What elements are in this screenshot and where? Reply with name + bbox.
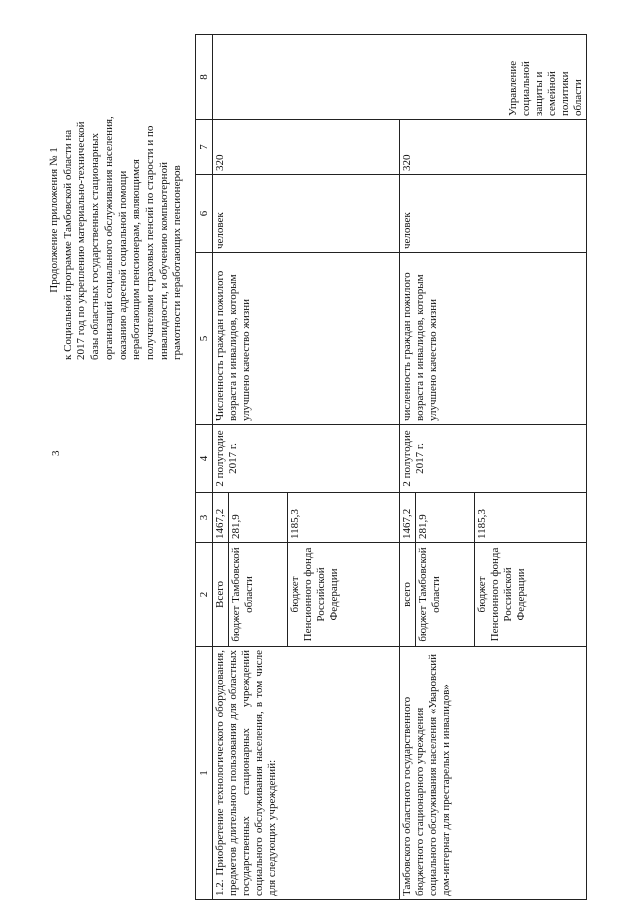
- appendix-header: [48, 80, 185, 360]
- column-number: 7: [196, 120, 213, 175]
- funding-source: Всего: [213, 543, 229, 647]
- funding-amount: 1185,3: [475, 493, 587, 543]
- header-line: 2017 год по укреплению материально-технической: [75, 121, 88, 360]
- program-table: [195, 34, 587, 900]
- indicator: численность граждан пожилого возраста и инвалидов, которым улучшено качество жизни: [399, 253, 586, 425]
- unit: человек: [399, 175, 586, 253]
- table-row: [213, 35, 229, 900]
- funding-amount: 281,9: [229, 493, 288, 543]
- header-line: оказанию адресной социальной помощи: [116, 170, 129, 360]
- header-line: к Социальной программе Тамбовской области на: [61, 129, 74, 360]
- funding-source: бюджет Пенсионного фонда Российской Федерации: [475, 543, 587, 647]
- column-number-row: [196, 35, 213, 900]
- appendix-title: Продолжение приложения № 1: [48, 147, 60, 293]
- funding-source: бюджет Тамбовской области: [415, 543, 474, 647]
- column-number: 3: [196, 493, 213, 543]
- funding-source: всего: [399, 543, 415, 647]
- funding-source: бюджет Пенсионного фонда Российской Федерации: [288, 543, 400, 647]
- header-line: получателями страховых пенсий по старости и по: [143, 125, 156, 360]
- measure-name: Тамбовского областного государственного бюджетного стационарного учреждения социального обслуживания населения «Уваровский дом-интернат для престарелых и инвалидов»: [399, 647, 586, 900]
- indicator: Численность граждан пожилого возраста и инвалидов, которым улучшено качество жизни: [213, 253, 400, 425]
- executor: Управление социальной защиты и семейной политики области: [213, 35, 587, 120]
- header-line: организаций социального обслуживания населения,: [102, 116, 115, 360]
- period: 2 полугодие 2017 г.: [399, 425, 586, 493]
- funding-source: бюджет Тамбовской области: [229, 543, 288, 647]
- target-value: 320: [399, 120, 586, 175]
- column-number: 6: [196, 175, 213, 253]
- funding-amount: 1185,3: [288, 493, 400, 543]
- header-line: неработающим пенсионерам, являющимся: [130, 159, 143, 360]
- column-number: 8: [196, 35, 213, 120]
- column-number: 2: [196, 543, 213, 647]
- header-line: инвалидности, и обучению компьютерной: [157, 162, 170, 360]
- period: 2 полугодие 2017 г.: [213, 425, 400, 493]
- header-line: грамотности неработающих пенсионеров: [171, 165, 184, 360]
- funding-amount: 1467,2: [399, 493, 415, 543]
- rotated-table-container: [195, 35, 587, 900]
- target-value: 320: [213, 120, 400, 175]
- funding-amount: 1467,2: [213, 493, 229, 543]
- header-line: базы областных государственных стационарных: [89, 132, 102, 360]
- measure-name: 1.2. Приобретение технологического оборудования, предметов длительного пользования для областных государственных стационарных учреждений социального обслуживания населения, в том числе для следующих учреждений:: [213, 647, 400, 900]
- unit: человек: [213, 175, 400, 253]
- table-row: [399, 35, 415, 900]
- column-number: 1: [196, 647, 213, 900]
- column-number: 5: [196, 253, 213, 425]
- page-number: 3: [50, 450, 62, 456]
- funding-amount: 281,9: [415, 493, 474, 543]
- column-number: 4: [196, 425, 213, 493]
